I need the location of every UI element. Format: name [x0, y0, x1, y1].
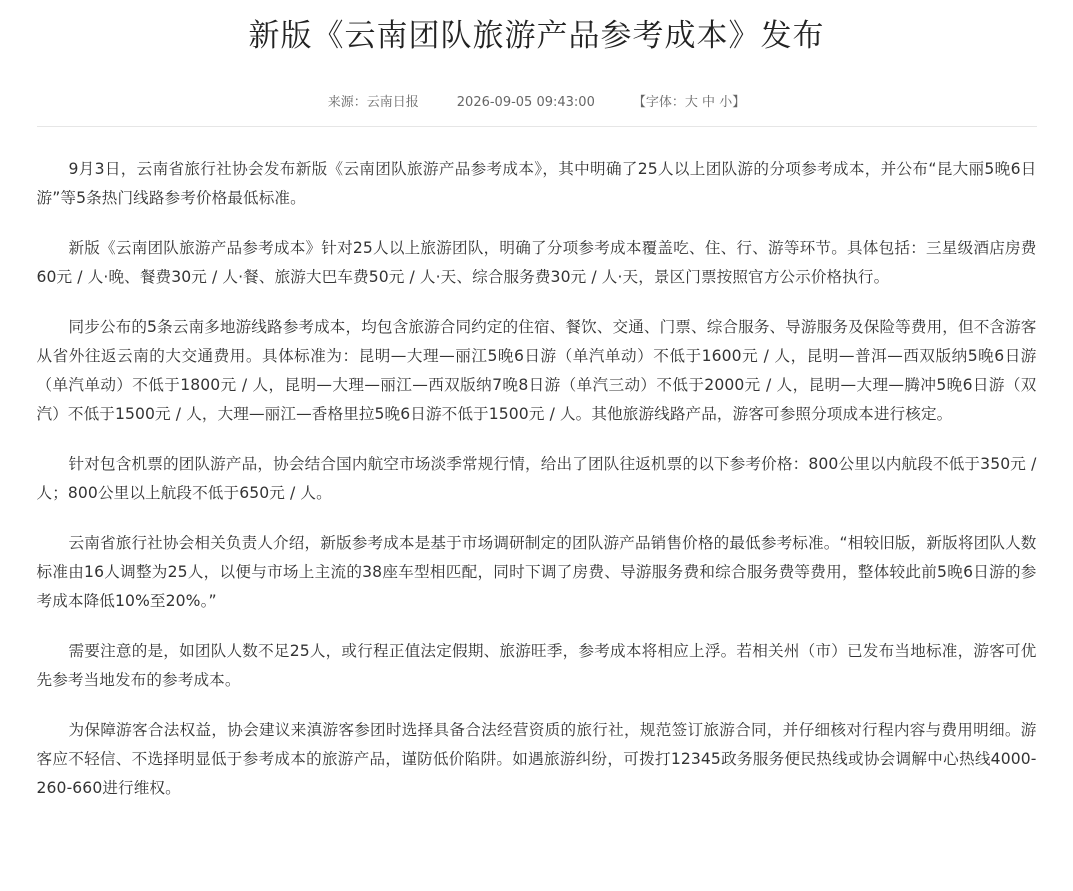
article-body	[37, 155, 1037, 803]
article-paragraph: 云南省旅行社协会相关负责人介绍，新版参考成本是基于市场调研制定的团队游产品销售价格的最低参考标准。“相较旧版，新版将团队人数标准由16人调整为25人，以便与市场上主流的38座车型相匹配，同时下调了房费、导游服务费和综合服务费等费用，整体较此前5晚6日游的参考成本降低10%至20%。”	[36, 534, 1037, 610]
article-title: 新版《云南团队旅游产品参考成本》发布	[248, 18, 825, 54]
font-size-medium-link[interactable]: 中	[702, 95, 716, 110]
article-container	[37, 0, 1037, 803]
font-size-small-link[interactable]: 小	[719, 95, 733, 110]
article-paragraph: 同步公布的5条云南多地游线路参考成本，均包含旅游合同约定的住宿、餐饮、交通、门票、综合服务、导游服务及保险等费用，但不含游客从省外往返云南的大交通费用。具体标准为：昆明—大理—丽江5晚6日游（单汽单动）不低于1600元 / 人，昆明—普洱—西双版纳5晚6日游（单汽单动）不低于1800元 / 人，昆明—大理—丽江—西双版纳7晚8日游（单汽三动）不低于2000元 / 人，昆明—大理—腾冲5晚6日游（双汽）不低于1500元 / 人，大理—丽江—香格里拉5晚6日游不低于1500元 / 人。其他旅游线路产品，游客可参照分项成本进行核定。	[36, 318, 1037, 423]
article-paragraph: 9月3日，云南省旅行社协会发布新版《云南团队旅游产品参考成本》，其中明确了25人以上团队游的分项参考成本，并公布“昆大丽5晚6日游”等5条热门线路参考价格最低标准。	[36, 160, 1037, 207]
article-paragraph: 为保障游客合法权益，协会建议来滇游客参团时选择具备合法经营资质的旅行社，规范签订旅游合同，并仔细核对行程内容与费用明细。游客应不轻信、不选择明显低于参考成本的旅游产品，谨防低价陷阱。如遇旅游纠纷，可拨打12345政务服务便民热线或协会调解中心热线4000-260-660进行维权。	[36, 721, 1037, 797]
font-size-control	[633, 94, 745, 112]
publish-datetime: 2026-09-05 09:43:00	[456, 95, 595, 110]
source-label: 来源：云南日报	[327, 95, 419, 110]
font-size-prefix: 【字体：	[632, 95, 685, 110]
font-size-suffix: 】	[732, 95, 746, 110]
article-paragraph: 新版《云南团队旅游产品参考成本》针对25人以上旅游团队，明确了分项参考成本覆盖吃、住、行、游等环节。具体包括：三星级酒店房费60元 / 人·晚、餐费30元 / 人·餐、旅游大巴车费50元 / 人·天、综合服务费30元 / 人·天，景区门票按照官方公示价格执行。	[36, 239, 1037, 286]
font-size-large-link[interactable]: 大	[684, 95, 698, 110]
meta-divider	[37, 126, 1037, 127]
article-meta	[37, 94, 1037, 112]
article-paragraph: 需要注意的是，如团队人数不足25人，或行程正值法定假期、旅游旺季，参考成本将相应上浮。若相关州（市）已发布当地标准，游客可优先参考当地发布的参考成本。	[36, 642, 1037, 689]
article-paragraph: 针对包含机票的团队游产品，协会结合国内航空市场淡季常规行情，给出了团队往返机票的以下参考价格：800公里以内航段不低于350元 / 人；800公里以上航段不低于650元 / 人。	[36, 455, 1037, 502]
